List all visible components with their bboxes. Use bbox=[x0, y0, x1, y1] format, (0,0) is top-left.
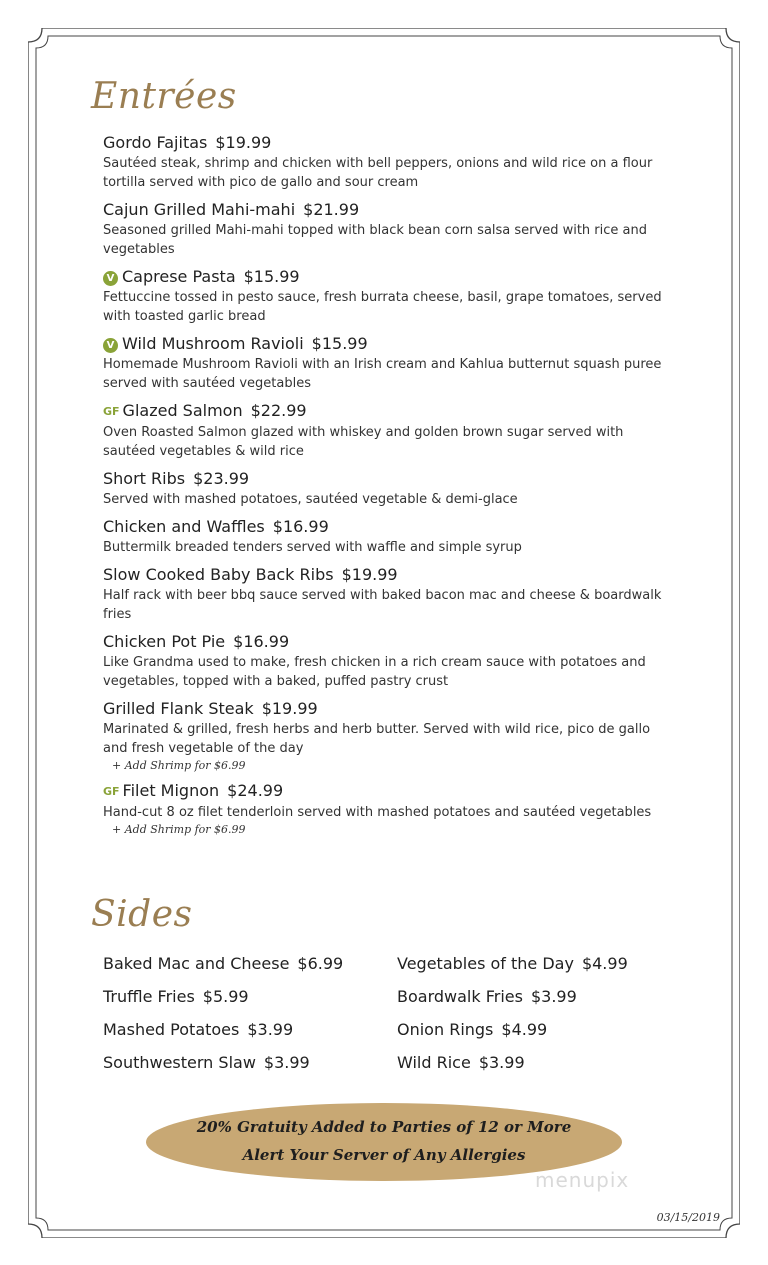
menu-item-price: $19.99 bbox=[341, 565, 398, 584]
side-price: $3.99 bbox=[247, 1020, 294, 1039]
gratuity-notice: 20% Gratuity Added to Parties of 12 or More bbox=[196, 1118, 572, 1136]
side-name: Truffle Fries bbox=[103, 987, 195, 1006]
side-name: Wild Rice bbox=[397, 1053, 471, 1072]
menu-item-header bbox=[103, 267, 673, 287]
menu-item-description: Served with mashed potatoes, sautéed vegetable & demi-glace bbox=[103, 492, 518, 507]
menu-date: 03/15/2019 bbox=[656, 1211, 720, 1224]
menu-item-description: Sautéed steak, shrimp and chicken with bell peppers, onions and wild rice on a flour tortilla served with pico de gallo and sour cream bbox=[103, 156, 653, 190]
menu-item-name: Glazed Salmon bbox=[122, 401, 243, 420]
menu-item-header bbox=[103, 517, 673, 537]
menu-item-name: Wild Mushroom Ravioli bbox=[122, 334, 304, 353]
menu-item-price: $21.99 bbox=[303, 200, 360, 219]
menu-item-price: $15.99 bbox=[311, 334, 368, 353]
allergy-notice: Alert Your Server of Any Allergies bbox=[242, 1146, 526, 1164]
side-price: $4.99 bbox=[581, 954, 628, 973]
entree-list bbox=[103, 133, 673, 845]
side-name: Mashed Potatoes bbox=[103, 1020, 240, 1039]
menu-item-addon: + Add Shrimp for $6.99 bbox=[112, 759, 246, 772]
menu-item-description: Oven Roasted Salmon glazed with whiskey and golden brown sugar served with sautéed vegetables & wild rice bbox=[103, 425, 624, 459]
side-price: $3.99 bbox=[478, 1053, 525, 1072]
menu-item-header bbox=[103, 565, 673, 585]
menu-item-price: $24.99 bbox=[227, 781, 284, 800]
menu-item-name: Cajun Grilled Mahi-mahi bbox=[103, 200, 296, 219]
menu-item bbox=[103, 565, 673, 624]
menu-item-price: $23.99 bbox=[193, 469, 250, 488]
watermark-logo: menupix bbox=[535, 1168, 630, 1192]
side-price: $3.99 bbox=[530, 987, 577, 1006]
sides-title: Sides bbox=[91, 894, 193, 935]
side-item bbox=[397, 954, 628, 973]
menu-item bbox=[103, 469, 673, 509]
menu-item-name: Short Ribs bbox=[103, 469, 186, 488]
menu-item-name: Chicken and Waffles bbox=[103, 517, 265, 536]
menu-item-name: Gordo Fajitas bbox=[103, 133, 208, 152]
gluten-free-icon: GF bbox=[103, 785, 120, 798]
menu-item-header bbox=[103, 781, 673, 802]
menu-item-description: Seasoned grilled Mahi-mahi topped with black bean corn salsa served with rice and vegetables bbox=[103, 223, 648, 257]
side-item bbox=[397, 1053, 525, 1072]
menu-item-description: Marinated & grilled, fresh herbs and herb butter. Served with wild rice, pico de gallo and fresh vegetable of the day bbox=[103, 722, 651, 756]
menu-item bbox=[103, 133, 673, 192]
menu-item bbox=[103, 401, 673, 461]
menu-item bbox=[103, 267, 673, 326]
side-item bbox=[397, 987, 577, 1006]
menu-item-price: $15.99 bbox=[243, 267, 300, 286]
menu-item-header bbox=[103, 632, 673, 652]
menu-item-name: Grilled Flank Steak bbox=[103, 699, 254, 718]
menu-item-header bbox=[103, 699, 673, 719]
sides-list bbox=[103, 950, 663, 1090]
menu-item-price: $22.99 bbox=[250, 401, 307, 420]
side-price: $4.99 bbox=[501, 1020, 548, 1039]
side-item bbox=[103, 1053, 310, 1072]
menu-item-price: $19.99 bbox=[261, 699, 318, 718]
side-name: Baked Mac and Cheese bbox=[103, 954, 290, 973]
menu-item-name: Slow Cooked Baby Back Ribs bbox=[103, 565, 334, 584]
side-name: Boardwalk Fries bbox=[397, 987, 523, 1006]
menu-item-header bbox=[103, 401, 673, 422]
menu-item-name: Caprese Pasta bbox=[122, 267, 236, 286]
side-name: Southwestern Slaw bbox=[103, 1053, 256, 1072]
menu-item bbox=[103, 781, 673, 837]
menu-item-header bbox=[103, 469, 673, 489]
menu-item-name: Filet Mignon bbox=[122, 781, 220, 800]
entrees-title: Entrées bbox=[91, 76, 237, 117]
menu-item bbox=[103, 200, 673, 259]
vegetarian-icon: V bbox=[103, 271, 118, 286]
side-item bbox=[103, 987, 249, 1006]
menu-item-price: $19.99 bbox=[215, 133, 272, 152]
gluten-free-icon: GF bbox=[103, 405, 120, 418]
menu-item-description: Hand-cut 8 oz filet tenderloin served with mashed potatoes and sautéed vegetables bbox=[103, 805, 652, 820]
side-price: $3.99 bbox=[263, 1053, 310, 1072]
menu-item-name: Chicken Pot Pie bbox=[103, 632, 226, 651]
side-price: $6.99 bbox=[297, 954, 344, 973]
menu-item-header bbox=[103, 334, 673, 354]
menu-item-description: Buttermilk breaded tenders served with waffle and simple syrup bbox=[103, 540, 522, 555]
menu-item-addon: + Add Shrimp for $6.99 bbox=[112, 823, 246, 836]
side-price: $5.99 bbox=[202, 987, 249, 1006]
side-name: Vegetables of the Day bbox=[397, 954, 574, 973]
side-item bbox=[397, 1020, 547, 1039]
menu-item-header bbox=[103, 133, 673, 153]
menu-item-description: Homemade Mushroom Ravioli with an Irish cream and Kahlua butternut squash puree served with sautéed vegetables bbox=[103, 357, 662, 391]
side-item bbox=[103, 954, 343, 973]
menu-item-description: Like Grandma used to make, fresh chicken in a rich cream sauce with potatoes and vegetables, topped with a baked, puffed pastry crust bbox=[103, 655, 646, 689]
menu-item-price: $16.99 bbox=[233, 632, 290, 651]
side-item bbox=[103, 1020, 293, 1039]
vegetarian-icon: V bbox=[103, 338, 118, 353]
menu-item-price: $16.99 bbox=[272, 517, 329, 536]
menu-item bbox=[103, 517, 673, 557]
menu-item-header bbox=[103, 200, 673, 220]
menu-item bbox=[103, 334, 673, 393]
side-name: Onion Rings bbox=[397, 1020, 494, 1039]
menu-item-description: Half rack with beer bbq sauce served with baked bacon mac and cheese & boardwalk fries bbox=[103, 588, 662, 622]
menu-item bbox=[103, 699, 673, 773]
menu-item bbox=[103, 632, 673, 691]
menu-item-description: Fettuccine tossed in pesto sauce, fresh burrata cheese, basil, grape tomatoes, served with toasted garlic bread bbox=[103, 290, 662, 324]
